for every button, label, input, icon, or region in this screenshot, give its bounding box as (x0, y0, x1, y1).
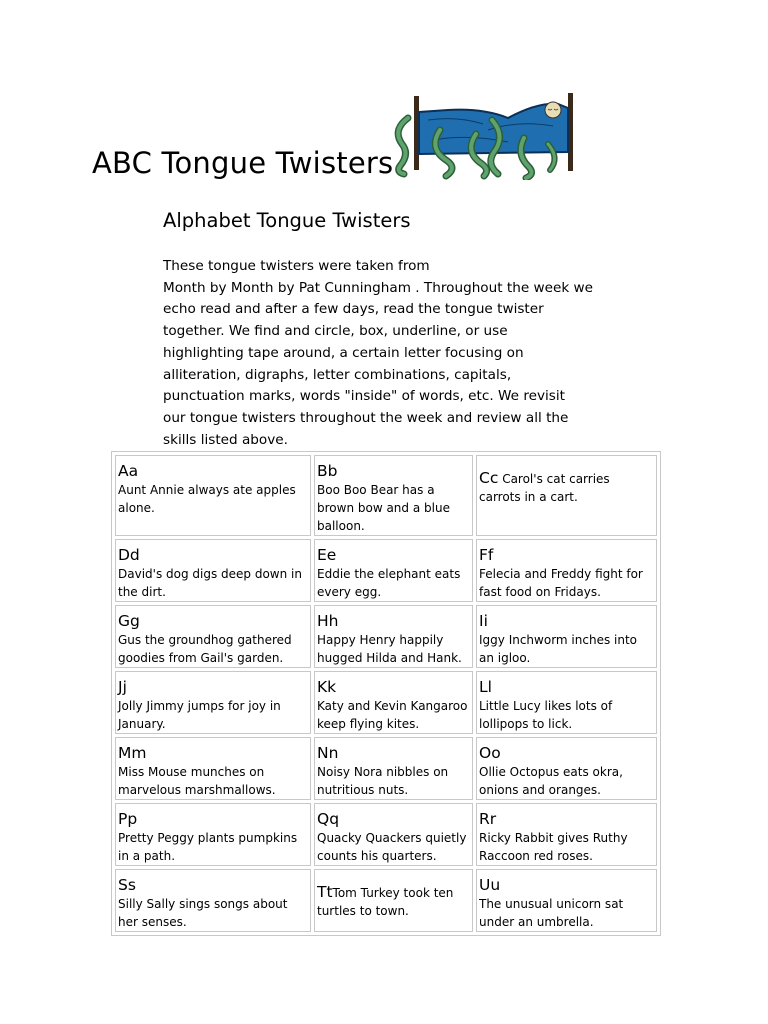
twister-cell (314, 737, 473, 800)
twister-text: The unusual unicorn sat under an umbrella. (479, 897, 624, 929)
twister-text: Felecia and Freddy fight for fast food on Fridays. (479, 567, 643, 599)
letter-pair: Ii (479, 612, 488, 630)
letter-pair: Aa (118, 462, 139, 480)
twister-text: Gus the groundhog gathered goodies from Gail's garden. (118, 633, 292, 665)
twister-cell (115, 605, 311, 668)
intro-line: highlighting tape around, a certain letter focusing on (163, 344, 524, 361)
twister-text: Ricky Rabbit gives Ruthy Raccoon red roses. (479, 831, 628, 863)
twister-cell (115, 455, 311, 536)
letter-pair: Ff (479, 546, 494, 564)
letter-pair: Rr (479, 810, 497, 828)
twister-cell (476, 455, 657, 536)
twister-text: Happy Henry happily hugged Hilda and Hank. (317, 633, 462, 665)
octopus-bed-illustration (388, 90, 578, 180)
twister-text: Eddie the elephant eats every egg. (317, 567, 461, 599)
twister-cell (476, 737, 657, 800)
table-row (115, 803, 657, 866)
twister-cell (314, 455, 473, 536)
intro-line: These tongue twisters were taken from (163, 258, 430, 274)
twister-cell (115, 869, 311, 932)
twister-text: Iggy Inchworm inches into an igloo. (479, 633, 637, 665)
intro-line: echo read and after a few days, read the tongue twister (163, 301, 544, 318)
letter-pair: Gg (118, 612, 140, 630)
letter-pair: Cc (479, 469, 499, 487)
twister-text: Katy and Kevin Kangaroo keep flying kites. (317, 699, 468, 731)
letter-pair: Pp (118, 810, 138, 828)
twister-cell (476, 539, 657, 602)
intro-line: punctuation marks, words "inside" of words, etc. We revisit (163, 388, 565, 405)
letter-pair: Hh (317, 612, 339, 630)
twister-cell (115, 737, 311, 800)
twister-text: Tom Turkey took ten turtles to town. (317, 886, 454, 918)
intro-paragraph (163, 256, 613, 451)
twister-cell (115, 671, 311, 734)
table-row (115, 737, 657, 800)
letter-pair: Oo (479, 744, 501, 762)
letter-pair: Ee (317, 546, 337, 564)
twister-cell (476, 803, 657, 866)
letter-pair: Bb (317, 462, 338, 480)
table-row (115, 671, 657, 734)
twister-text: Noisy Nora nibbles on nutritious nuts. (317, 765, 449, 797)
intro-line: Month by Month by Pat Cunningham . Throughout the week we (163, 279, 594, 296)
intro-line: alliteration, digraphs, letter combinations, capitals, (163, 366, 512, 383)
twister-cell (314, 605, 473, 668)
twister-cell (476, 869, 657, 932)
letter-pair: Tt (317, 883, 333, 901)
twister-text: Carol's cat carries carrots in a cart. (479, 472, 610, 504)
intro-line: our tongue twisters throughout the week and review all the (163, 409, 569, 426)
twister-text: Silly Sally sings songs about her senses. (118, 897, 288, 929)
twister-cell (314, 869, 473, 932)
letter-pair: Jj (118, 678, 127, 696)
intro-line: together. We find and circle, box, underline, or use (163, 323, 508, 340)
twister-cell (476, 605, 657, 668)
twister-text: Ollie Octopus eats okra, onions and oranges. (479, 765, 623, 797)
section-subtitle: Alphabet Tongue Twisters (163, 209, 411, 232)
twister-cell (115, 539, 311, 602)
twister-text: David's dog digs deep down in the dirt. (118, 567, 302, 599)
twister-text: Pretty Peggy plants pumpkins in a path. (118, 831, 298, 863)
twister-text: Aunt Annie always ate apples alone. (118, 483, 296, 515)
letter-pair: Kk (317, 678, 337, 696)
letter-pair: Ll (479, 678, 492, 696)
intro-line: skills listed above. (163, 431, 288, 448)
page-title: ABC Tongue Twisters (92, 146, 394, 180)
twister-cell (314, 539, 473, 602)
letter-pair: Uu (479, 876, 501, 894)
twister-cell (476, 671, 657, 734)
twister-text: Jolly Jimmy jumps for joy in January. (118, 699, 281, 731)
table-row (115, 539, 657, 602)
table-row (115, 869, 657, 932)
letter-pair: Qq (317, 810, 340, 828)
letter-pair: Dd (118, 546, 140, 564)
twister-text: Boo Boo Bear has a brown bow and a blue balloon. (317, 483, 450, 533)
twister-text: Quacky Quackers quietly counts his quarters. (317, 831, 467, 863)
twister-text: Miss Mouse munches on marvelous marshmallows. (118, 765, 276, 797)
letter-pair: Nn (317, 744, 339, 762)
table-row (115, 455, 657, 536)
letter-pair: Ss (118, 876, 136, 894)
letter-pair: Mm (118, 744, 147, 762)
tongue-twister-table (111, 451, 661, 936)
twister-cell (314, 803, 473, 866)
table-row (115, 605, 657, 668)
twister-cell (314, 671, 473, 734)
twister-cell (115, 803, 311, 866)
twister-text: Little Lucy likes lots of lollipops to lick. (479, 699, 613, 731)
